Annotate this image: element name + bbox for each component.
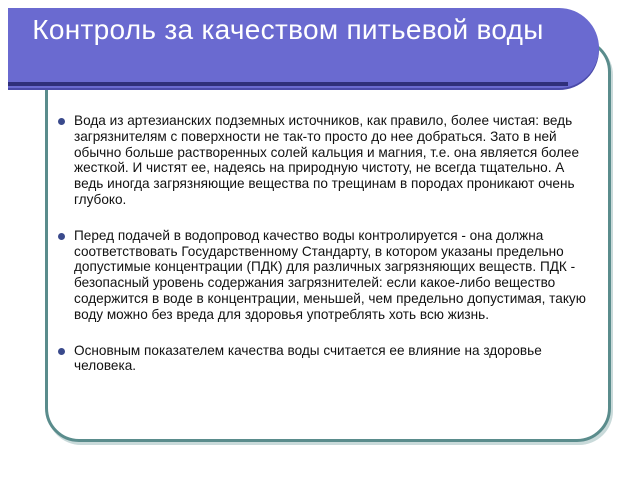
- bullet-item: [58, 113, 588, 208]
- bullet-text: Вода из артезианских подземных источников, как правило, более чистая: ведь загрязнителям с поверхности не так-то просто до нее добраться. Зато в ней обычно больше растворенных солей кальция и магния, т.е. она является более жесткой. И чистят ее, надеясь на природную чистоту, не всегда тщательно. А ведь иногда загрязняющие вещества по трещинам в породах проникают очень глубоко.: [74, 113, 580, 207]
- bullet-item: [58, 228, 588, 323]
- bullet-dot-icon: [58, 233, 65, 240]
- bullet-text: Перед подачей в водопровод качество воды контролируется - она должна соответствовать Государственному Стандарту, в котором указаны предельно допустимые концентрации (ПДК) для различных загрязняющих веществ. ПДК - безопасный уровень содержания загрязнителей: если какое-либо вещество содержится в воде в концентрации, меньшей, чем предельно допустимая, такую воду можно без вреда для здоровья употреблять хоть всю жизнь.: [74, 227, 586, 322]
- bullet-item: [58, 343, 588, 375]
- slide-content: [58, 113, 588, 394]
- bullet-dot-icon: [58, 348, 65, 355]
- bullet-text: Основным показателем качества воды считается ее влияние на здоровье человека.: [74, 342, 542, 374]
- bullet-dot-icon: [58, 118, 65, 125]
- slide-title: Контроль за качеством питьевой воды: [32, 14, 544, 45]
- title-underline: [8, 82, 568, 86]
